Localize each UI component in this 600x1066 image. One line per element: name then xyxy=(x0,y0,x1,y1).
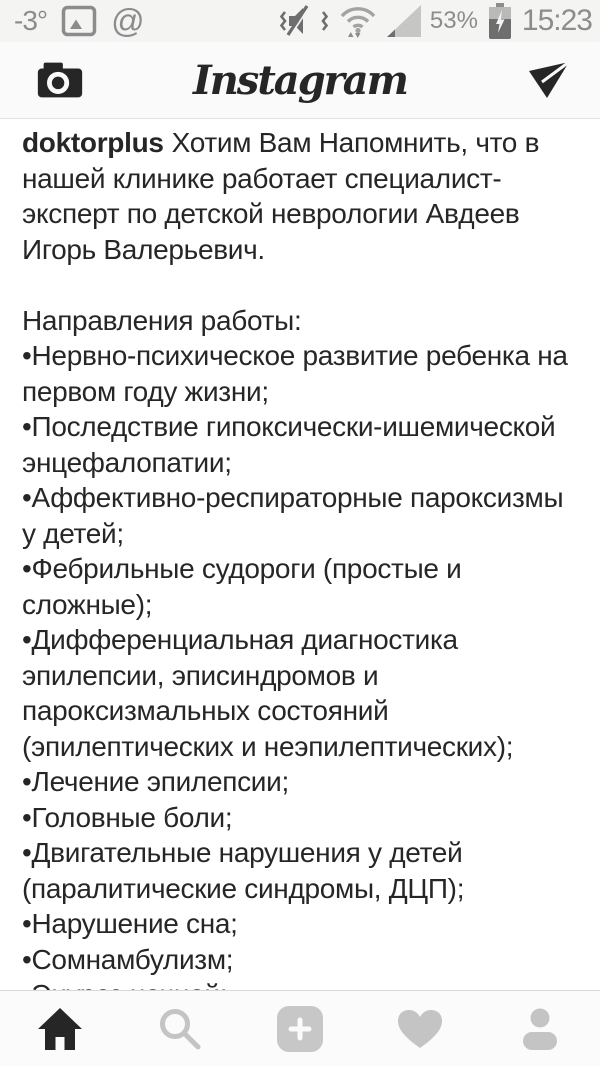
instagram-header xyxy=(0,42,600,119)
at-icon: @ xyxy=(111,1,145,39)
home-icon xyxy=(36,1006,84,1052)
bottom-nav-bar xyxy=(0,990,600,1066)
caption-line: •Дифференциальная диагностика xyxy=(22,624,458,655)
caption-line: •Последствие гипоксически-ишемической xyxy=(22,411,556,442)
caption-line: энцефалопатии; xyxy=(22,446,232,478)
caption-line: эксперт по детской неврологии Авдеев xyxy=(22,198,520,229)
caption-line: •Фебрильные судороги (простые и xyxy=(22,553,462,584)
activity-heart-icon xyxy=(396,1008,444,1050)
caption-line: •Аффективно-респираторные пароксизмы xyxy=(22,482,564,513)
caption-line: •Двигательные нарушения у детей xyxy=(22,837,463,868)
caption-line: эпилепсии, эписиндромов и xyxy=(22,659,379,691)
instagram-logo: Instagram xyxy=(193,56,407,104)
battery-percent-text: 53% xyxy=(429,7,478,34)
caption-line: пароксизмальных состояний xyxy=(22,695,389,726)
wifi-icon xyxy=(338,4,378,39)
caption-line: первом году жизни; xyxy=(22,375,269,407)
mute-vibrate-icon xyxy=(279,3,329,39)
caption-line: •Нервно-психическое развитие ребенка на xyxy=(22,340,568,371)
username-link[interactable]: doktorplus xyxy=(22,127,164,158)
caption-line: у детей; xyxy=(22,517,124,549)
caption-line: нашей клинике работает специалист- xyxy=(22,162,502,194)
gallery-icon xyxy=(61,5,97,37)
signal-strength-icon xyxy=(387,5,421,37)
caption-line: •Головные боли; xyxy=(22,801,233,833)
caption-line: •Лечение эпилепсии; xyxy=(22,766,289,797)
temperature-text: -3° xyxy=(14,5,48,36)
profile-icon xyxy=(518,1006,562,1052)
battery-charging-icon xyxy=(487,3,513,39)
caption-line: •Нарушение сна; xyxy=(22,908,238,939)
nav-activity[interactable] xyxy=(360,991,480,1066)
caption-line: (паралитические синдромы, ДЦП); xyxy=(22,872,465,904)
caption-lines xyxy=(22,161,590,1013)
clock-text: 15:23 xyxy=(521,4,592,37)
caption-text: Хотим Вам Напомнить, что в xyxy=(171,127,540,158)
nav-new-post[interactable] xyxy=(240,991,360,1066)
caption-line: •Сомнамбулизм; xyxy=(22,943,234,975)
caption-line: (эпилептических и неэпилептических); xyxy=(22,730,514,762)
status-bar xyxy=(0,0,600,42)
caption-line xyxy=(22,125,590,161)
caption-line xyxy=(22,267,590,303)
nav-profile[interactable] xyxy=(480,991,600,1066)
caption-line: сложные); xyxy=(22,588,153,620)
nav-home[interactable] xyxy=(0,991,120,1066)
search-icon xyxy=(157,1006,203,1052)
post-caption xyxy=(0,119,600,990)
new-post-icon xyxy=(277,1006,323,1052)
caption-line: Игорь Валерьевич. xyxy=(22,233,265,265)
caption-line: Направления работы: xyxy=(22,304,302,336)
nav-search[interactable] xyxy=(120,991,240,1066)
